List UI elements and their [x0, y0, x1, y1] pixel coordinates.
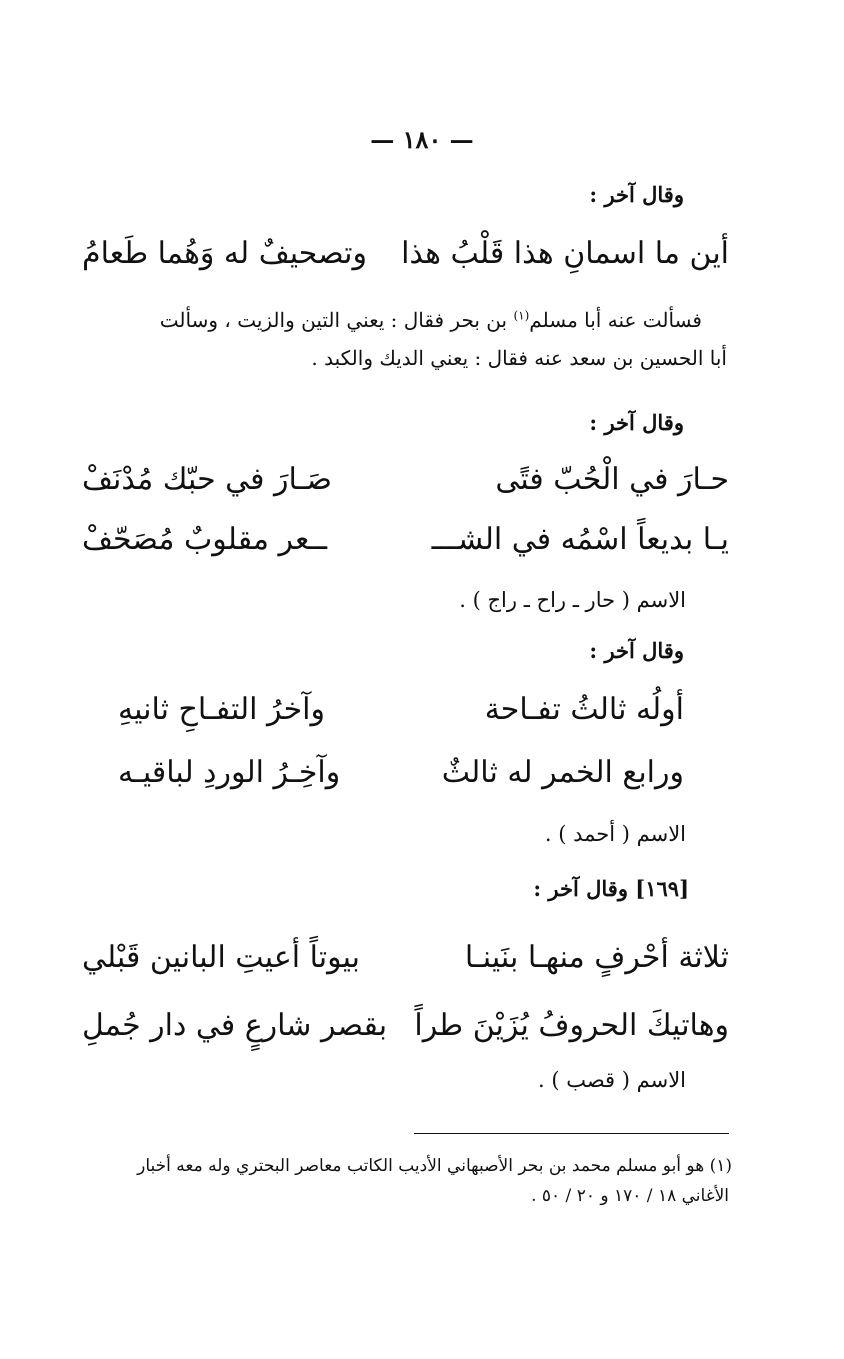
verse-hemistich-left: صَـارَ في حبّك مُدْنَفْ [82, 462, 332, 497]
section-heading: وقال آخر : [589, 638, 684, 663]
prose-text: فسألت عنه أبا مسلم [529, 308, 702, 332]
verse-hemistich-left: وتصحيفٌ له وَهُما طَعامُ [82, 236, 368, 271]
section-heading: وقال آخر : [589, 410, 684, 435]
verse-hemistich-left: بيوتاً أعيتِ البانين قَبْلي [82, 940, 360, 975]
verse-hemistich-right: ورابع الخمر له ثالثٌ [441, 755, 684, 790]
prose-text: بن بحر فقال : يعني التين والزيت ، وسألت [159, 308, 508, 332]
footnote-line: (١) هو أبو مسلم محمد بن بحر الأصبهاني الأديب الكاتب معاصر البحتري وله معه أخبار [137, 1156, 732, 1176]
verse-hemistich-right: أين ما اسمانِ هذا قَلْبُ هذا [401, 236, 729, 271]
footnote-divider [414, 1133, 729, 1134]
verse-hemistich-right: وهاتيكَ الحروفُ يُزَيْنَ طراً [414, 1008, 729, 1043]
verse-hemistich-left: ــعر مقلوبٌ مُصَحّفْ [82, 522, 328, 557]
verse-hemistich-right: يـا بديعاً اسْمُه في الشـــ [431, 522, 729, 557]
prose-line [160, 308, 702, 332]
section-heading: وقال آخر : [589, 182, 684, 207]
answer-line: الاسم ( أحمد ) . [544, 822, 686, 846]
verse-hemistich-right: أولُه ثالثُ تفـاحة [484, 692, 684, 727]
footnote-marker: (١) [513, 308, 530, 323]
prose-line: أبا الحسين بن سعد عنه فقال : يعني الديك والكبد . [311, 346, 727, 370]
page-number: — ١٨٠ — [370, 125, 474, 154]
answer-line: الاسم ( حار ـ راح ـ راج ) . [459, 588, 686, 612]
verse-hemistich-left: وآخِـرُ الوردِ لباقيـه [118, 755, 341, 790]
verse-hemistich-left: وآخرُ التفـاحِ ثانيهِ [118, 692, 325, 727]
section-heading: [١٦٩] وقال آخر : [533, 876, 689, 901]
verse-hemistich-right: ثلاثة أحْرفٍ منهـا بنَينـا [464, 940, 729, 975]
verse-hemistich-right: حـارَ في الْحُبّ فتًى [495, 462, 729, 497]
footnote-line: الأغاني ١٨ / ١٧٠ و ٢٠ / ٥٠ . [531, 1186, 729, 1206]
answer-line: الاسم ( قصب ) . [537, 1068, 686, 1092]
verse-hemistich-left: بقصر شارعٍ في دار جُملِ [82, 1008, 388, 1043]
